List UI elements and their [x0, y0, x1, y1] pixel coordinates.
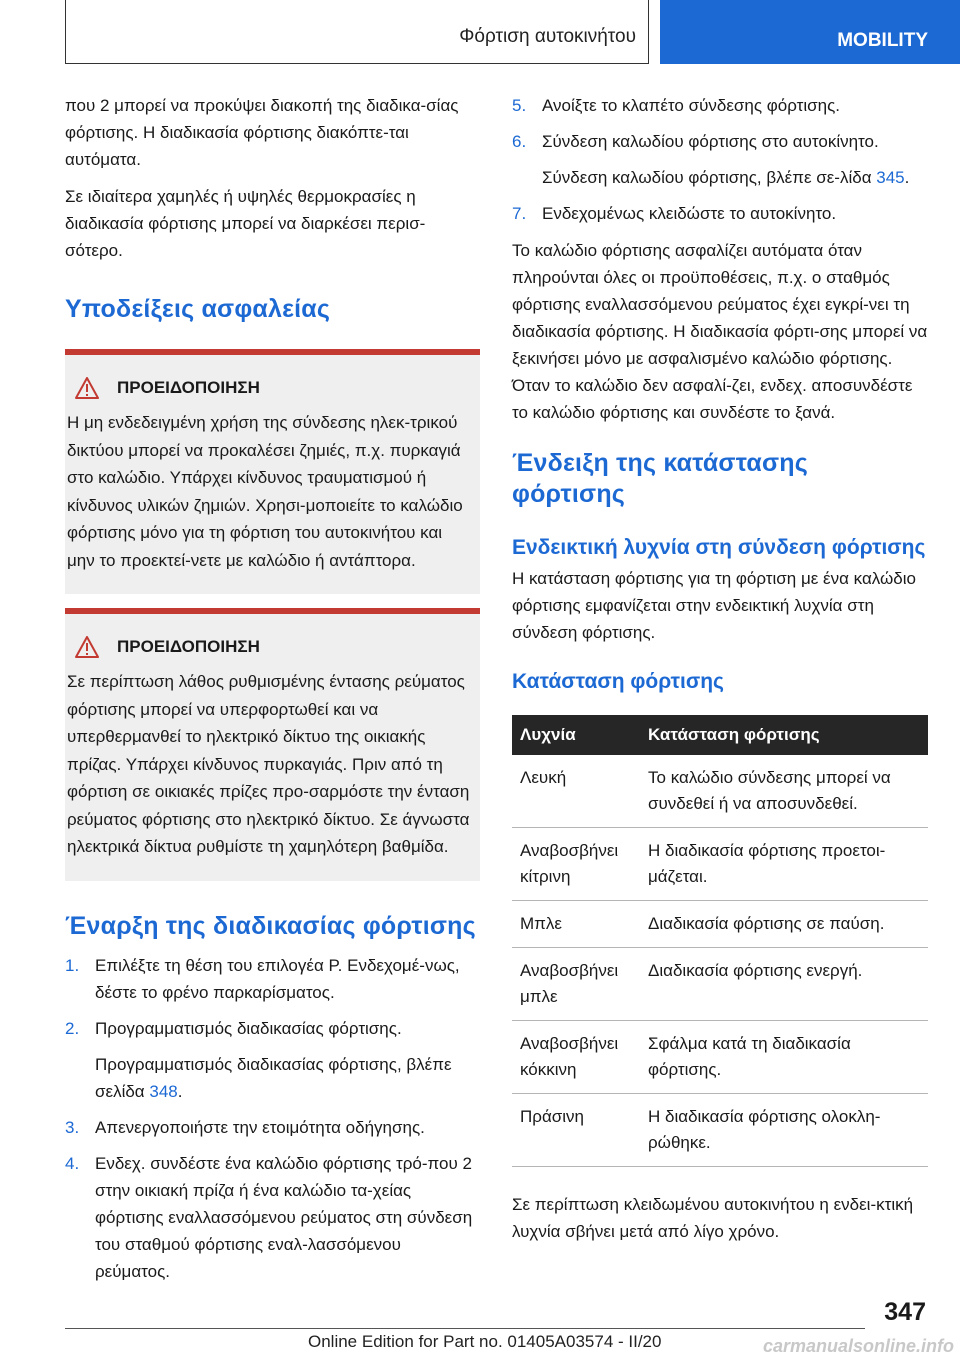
list-item — [65, 1150, 480, 1285]
lamp-heading: Ενδεικτική λυχνία στη σύνδεση φόρτισης — [512, 536, 926, 559]
temperature-paragraph: Σε ιδιαίτερα χαμηλές ή υψηλές θερμοκρασίες η διαδικασία φόρτισης μπορεί να διαρκέσει περισ-σότερο. — [65, 187, 426, 260]
step-number: 6. — [512, 132, 527, 151]
column-header-status: Κατάσταση φόρτισης — [640, 715, 928, 755]
status-cell: Η διαδικασία φόρτισης προετοι-μάζεται. — [640, 828, 928, 901]
table-row — [512, 1094, 928, 1167]
warning-text: Σε περίπτωση λάθος ρυθμισμένης έντασης ρεύματος φόρτισης μπορεί να υπερφορτωθεί και να υπερθερμανθεί το ηλεκτρικό δίκτυο της οικιακής πρίζας. Υπάρχει κίνδυνος πυρκαγιάς. Πριν από τη φόρτιση σε οικιακές πρίζες προ-σαρμόστε την ένταση ρεύματος φόρτισης στο ηλεκτρικό δίκτυο. Σε άγνωστα ηλεκτρικά δίκτυα ρυθμίστε τη χαμηλότερη βαθμίδα. — [67, 672, 470, 856]
lamp-cell: Πράσινη — [512, 1094, 640, 1167]
step-reference — [95, 1051, 480, 1105]
warning-box — [65, 349, 480, 594]
reference-text: Σύνδεση καλωδίου φόρτισης, βλέπε σε-λίδα — [542, 168, 877, 187]
page-number: 347 — [884, 1298, 926, 1326]
state-heading: Κατάσταση φόρτισης — [512, 670, 724, 693]
status-cell: Διαδικασία φόρτισης ενεργή. — [640, 948, 928, 1021]
reference-end: . — [904, 168, 910, 187]
lamp-cell: Αναβοσβήνει κόκκινη — [512, 1021, 640, 1094]
closing-paragraph: Σε περίπτωση κλειδωμένου αυτοκινήτου η ενδει-κτική λυχνία σβήνει μετά από λίγο χρόνο. — [512, 1195, 914, 1241]
step-text: Ενδεχομένως κλειδώστε το αυτοκίνητο. — [542, 204, 837, 223]
list-item — [65, 1114, 480, 1141]
table-row — [512, 1021, 928, 1094]
warning-title: ΠΡΟΕΙΔΟΠΟΙΗΣΗ — [117, 378, 260, 397]
lamp-cell: Αναβοσβήνει μπλε — [512, 948, 640, 1021]
step-text: Επιλέξτε τη θέση του επιλογέα P. Ενδεχομέ-νως, δέστε το φρένο παρκαρίσματος. — [95, 955, 460, 1002]
section-tab-mobility — [660, 0, 960, 64]
safety-heading: Υποδείξεις ασφαλείας — [65, 295, 331, 323]
charging-status-table — [512, 715, 928, 1167]
step-number: 5. — [512, 96, 527, 115]
step-text: Ανοίξτε το κλαπέτο σύνδεσης φόρτισης. — [542, 96, 841, 115]
edition-text: Online Edition for Part no. 01405A03574 - II/20 — [308, 1332, 662, 1351]
reference-text: Προγραμματισμός διαδικασίας φόρτισης, βλέπε σελίδα — [95, 1054, 452, 1101]
warning-box — [65, 608, 480, 881]
status-cell: Διαδικασία φόρτισης σε παύση. — [640, 901, 928, 948]
start-charging-heading: Έναρξη της διαδικασίας φόρτισης — [65, 911, 476, 940]
steps-list — [512, 92, 928, 227]
step-text: Ενδεχ. συνδέστε ένα καλώδιο φόρτισης τρό-που 2 στην οικιακή πρίζα ή ένα καλώδιο τα-χείας φόρτισης εναλλασσόμενου ρεύματος στη σύνδεση του σταθμού φόρτισης εναλ-λασσόμενου ρεύματος. — [95, 1153, 473, 1281]
warning-triangle-icon — [75, 377, 99, 399]
cable-lock-paragraph: Το καλώδιο φόρτισης ασφαλίζει αυτόματα όταν πληρούνται όλες οι προϋποθέσεις, π.χ. ο σταθμός φόρτισης εναλλασσόμενου ρεύματος έχει εγκρί-νει τη διαδικασία φόρτισης. Η διαδικασία φόρτι-σης μπορεί να ξεκινήσει μόνο με ασφαλισμένο καλώδιο φόρτισης. Όταν το καλώδιο δεν ασφαλί-ζει, ενδεχ. αποσυνδέστε το καλώδιο φόρτισης και συνδέστε το ξανά. — [512, 241, 928, 422]
lamp-paragraph: Η κατάσταση φόρτισης για τη φόρτιση με ένα καλώδιο φόρτισης εμφανίζεται στην ενδεικτική λυχνία στη σύνδεση φόρτισης. — [512, 569, 916, 642]
list-item — [512, 128, 928, 191]
page-link[interactable]: 348 — [149, 1081, 178, 1101]
list-item — [65, 1015, 480, 1105]
list-item — [512, 92, 928, 119]
list-item — [65, 952, 480, 1006]
header-tab — [65, 0, 649, 64]
status-heading: Ένδειξη της κατάστασης φόρτισης — [512, 449, 808, 508]
table-row — [512, 948, 928, 1021]
warning-text: Η μη ενδεδειγμένη χρήση της σύνδεσης ηλεκ-τρικού δικτύου μπορεί να προκαλέσει ζημιές, π.χ. πυρκαγιά στο καλώδιο. Υπάρχει κίνδυνος τραυματισμού ή κίνδυνος υλικών ζημιών. Χρησι-μοποιείτε το καλώδιο φόρτισης μόνο για τη φόρτιση του αυτοκινήτου και μην το προεκτεί-νετε με καλώδιο ή αντάπτορα. — [67, 413, 463, 570]
table-row — [512, 755, 928, 828]
watermark: carmanualsonline.info — [762, 1336, 954, 1356]
warning-triangle-icon — [75, 636, 99, 658]
footer-divider — [65, 1328, 865, 1329]
step-number: 1. — [65, 955, 80, 975]
step-number: 3. — [65, 1117, 80, 1137]
step-text: Απενεργοποιήστε την ετοιμότητα οδήγησης. — [95, 1117, 425, 1137]
lamp-cell: Αναβοσβήνει κίτρινη — [512, 828, 640, 901]
lamp-cell: Μπλε — [512, 901, 640, 948]
step-reference — [542, 164, 928, 191]
right-column — [512, 92, 928, 1245]
column-header-lamp: Λυχνία — [512, 715, 640, 755]
list-item — [512, 200, 928, 227]
warning-title: ΠΡΟΕΙΔΟΠΟΙΗΣΗ — [117, 637, 260, 656]
section-label: MOBILITY — [837, 30, 928, 51]
left-column — [65, 92, 480, 1285]
intro-paragraph: που 2 μπορεί να προκύψει διακοπή της διαδικα-σίας φόρτισης. Η διαδικασία φόρτισης διακόπτε-ται αυτόματα. — [65, 96, 459, 169]
step-text: Προγραμματισμός διαδικασίας φόρτισης. — [95, 1018, 402, 1038]
step-number: 2. — [65, 1018, 80, 1038]
chapter-title: Φόρτιση αυτοκινήτου — [459, 26, 636, 47]
page-link[interactable]: 345 — [876, 168, 905, 187]
step-number: 4. — [65, 1153, 80, 1173]
status-cell: Η διαδικασία φόρτισης ολοκλη-ρώθηκε. — [640, 1094, 928, 1167]
table-row — [512, 901, 928, 948]
step-number: 7. — [512, 204, 527, 223]
lamp-cell: Λευκή — [512, 755, 640, 828]
status-cell: Το καλώδιο σύνδεσης μπορεί να συνδεθεί ή να αποσυνδεθεί. — [640, 755, 928, 828]
table-header-row — [512, 715, 928, 755]
step-text: Σύνδεση καλωδίου φόρτισης στο αυτοκίνητο. — [542, 132, 879, 151]
steps-list — [65, 952, 480, 1285]
table-row — [512, 828, 928, 901]
reference-end: . — [177, 1081, 183, 1101]
status-cell: Σφάλμα κατά τη διαδικασία φόρτισης. — [640, 1021, 928, 1094]
